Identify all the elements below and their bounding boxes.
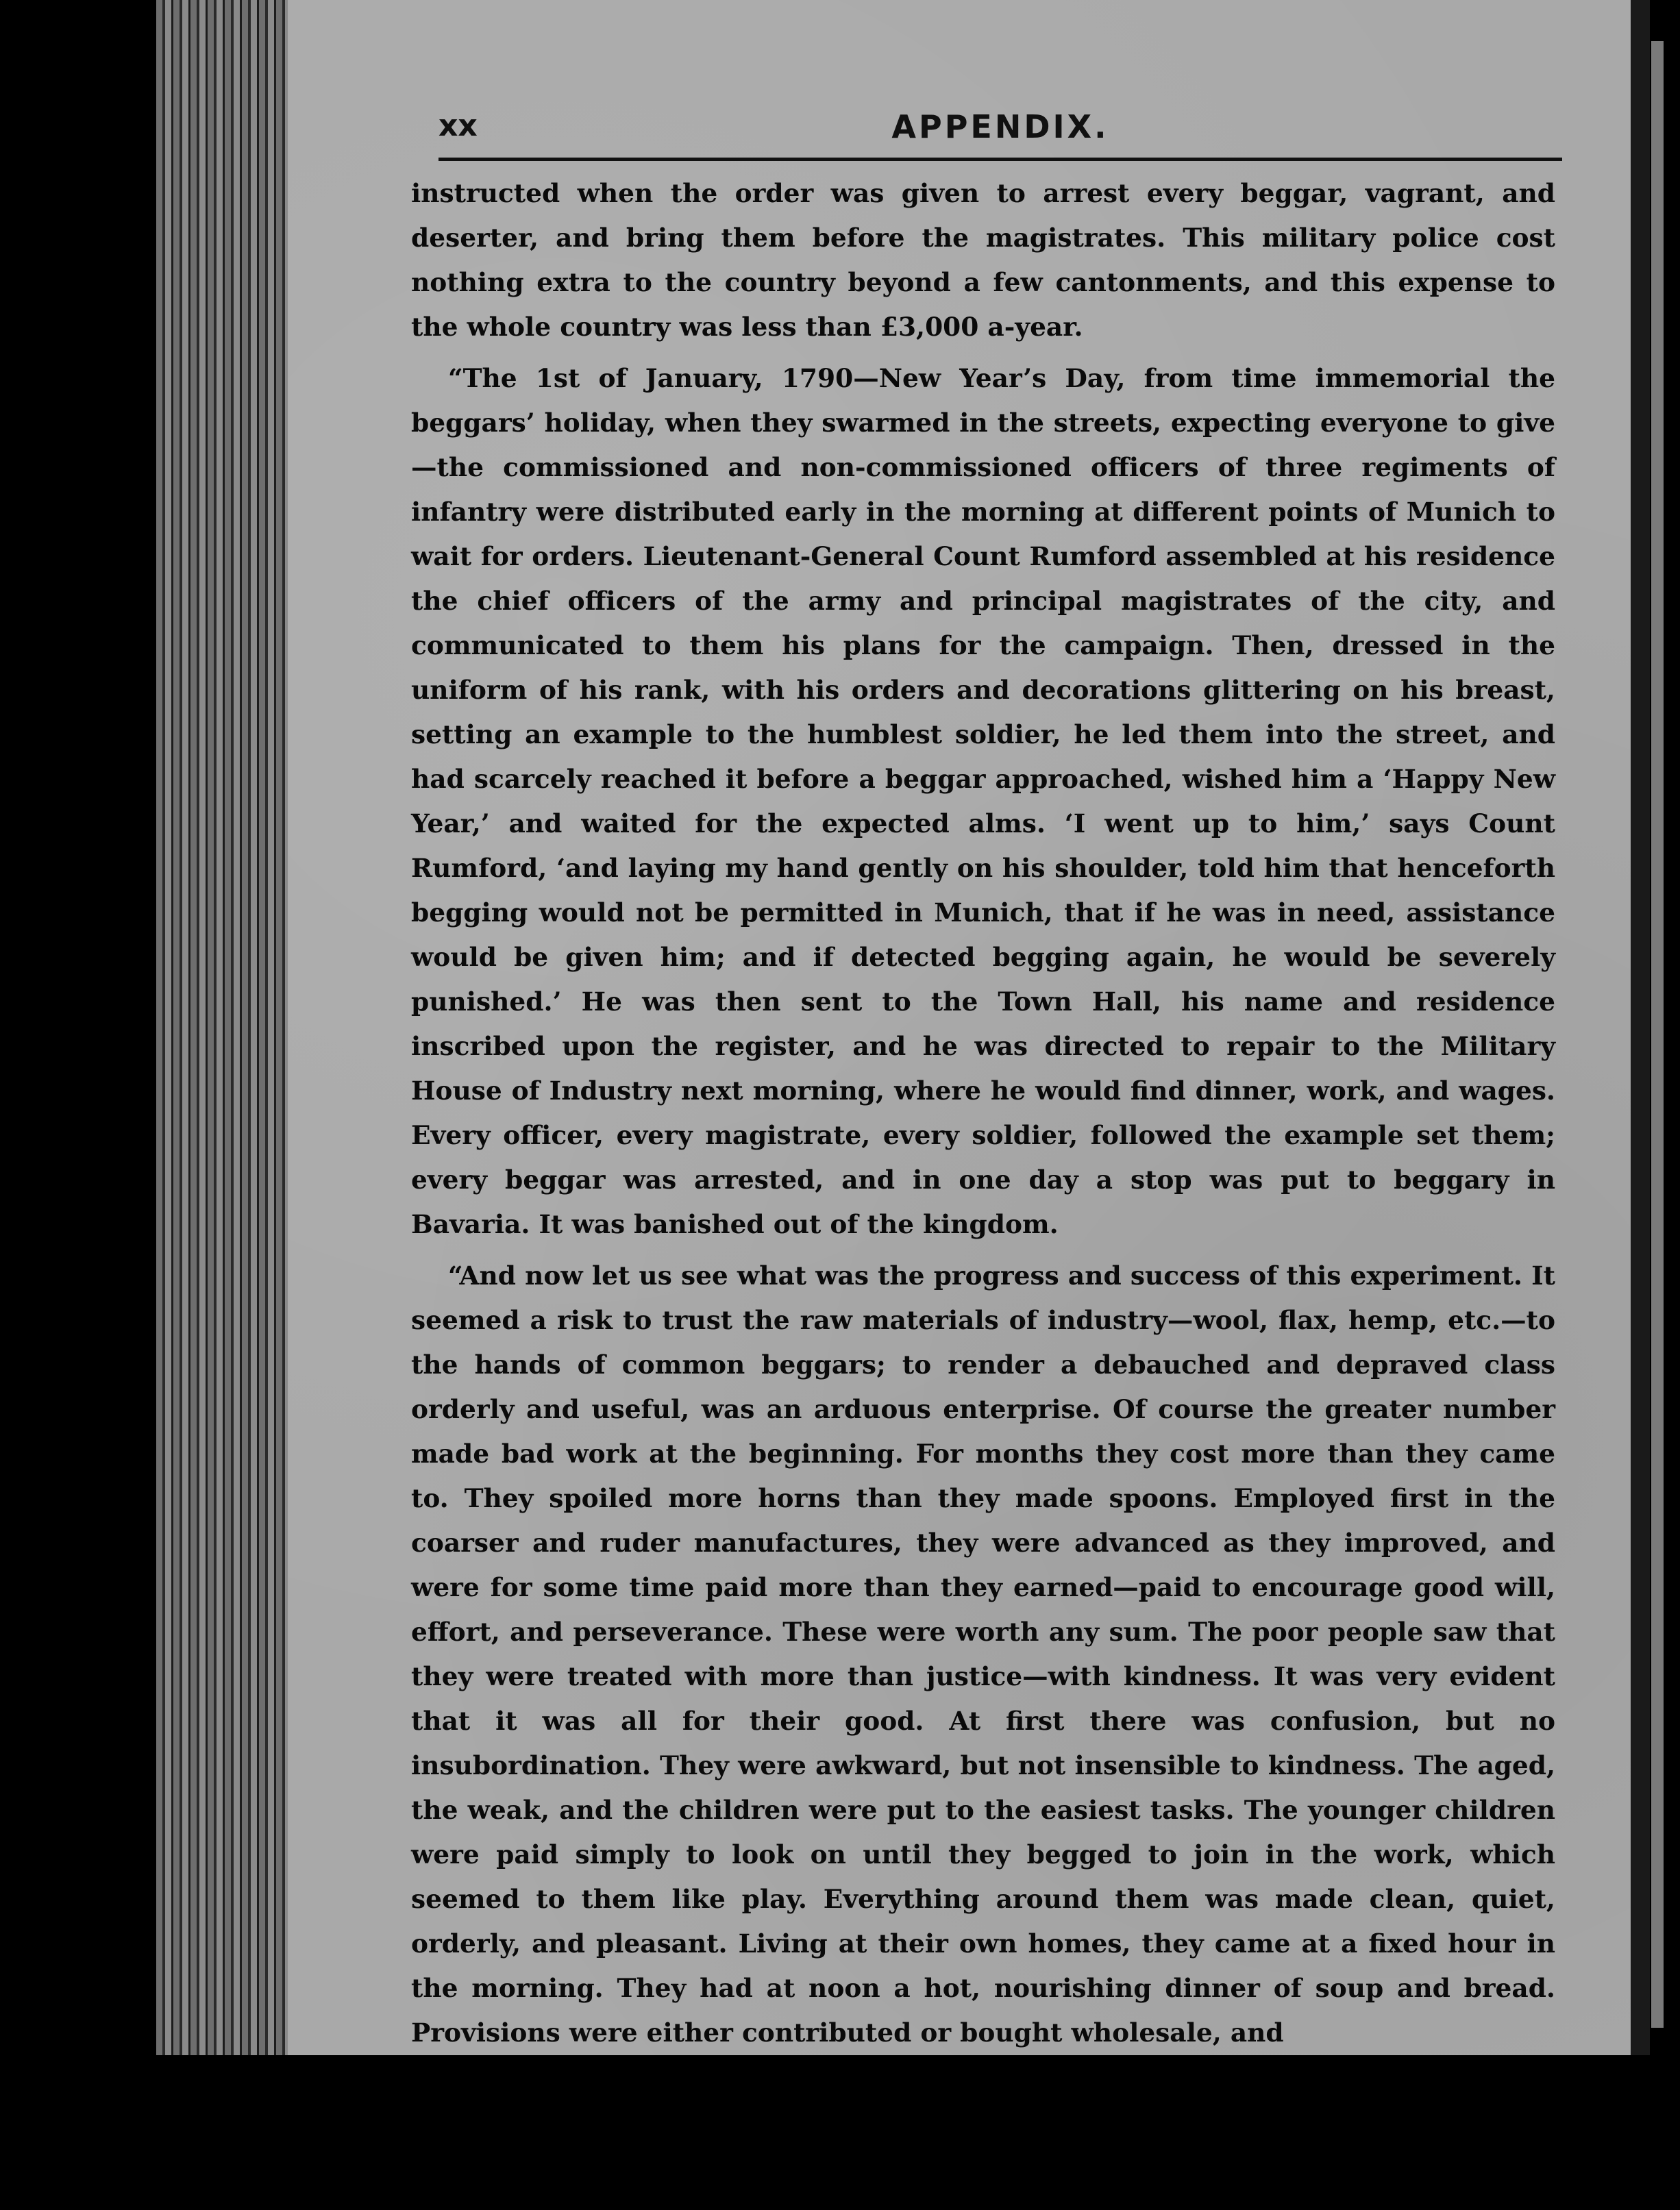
- page-right-gutter: [1631, 0, 1650, 2055]
- header-rule: [438, 158, 1562, 161]
- paragraph-continued: instructed when the order was given to arrest every beggar, vagrant, and deserter, and bring them before the magistrates. This military police cost nothing extra to the country beyond a few cantonments, and this expense to the whole country was less than £3,000 a-year.: [411, 178, 1555, 342]
- running-head: APPENDIX.: [891, 108, 1109, 145]
- page-number: xx: [438, 108, 478, 143]
- facing-page-edge: [1651, 41, 1664, 2028]
- paragraph-experiment-progress: “And now let us see what was the progress and success of this experiment. It seemed a risk to trust the raw materials of industry—wool, flax, hemp, etc.—to the hands of common beggars; to render a debauched and depraved class orderly and useful, was an arduous enterprise. Of course the greater number made bad work at the beginning. For months they cost more than they came to. They spoiled more horns than they made spoons. Employed first in the coarser and ruder manufactures, they were advanced as they improved, and were for some time paid more than they earned—paid to encourage good will, effort, and perseverance. These were worth any sum. The poor people saw that they were treated with more than justice—with kindness. It was very evident that it was all for their good. At first there was confusion, but no insubordination. They were awkward, but not insensible to kindness. The aged, the weak, and the children were put to the easiest tasks. The younger children were paid simply to look on until they begged to join in the work, which seemed to them like play. Everything around them was made clean, quiet, orderly, and pleasant. Living at their own homes, they came at a fixed hour in the morning. They had at noon a hot, nourishing dinner of soup and bread. Provisions were either contributed or bought wholesale, and: [411, 1261, 1555, 2048]
- paragraph-new-years-day: “The 1st of January, 1790—New Year’s Day, from time immemorial the beggars’ holiday, when they swarmed in the streets, expecting everyone to give—the commissioned and non-commissioned officers of three regiments of infantry were distributed early in the morning at different points of Munich to wait for orders. Lieutenant-General Count Rumford assembled at his residence the chief officers of the army and principal magistrates of the city, and communicated to them his plans for the campaign. Then, dressed in the uniform of his rank, with his orders and decorations glittering on his breast, setting an example to the humblest soldier, he led them into the street, and had scarcely reached it before a beggar approached, wished him a ‘Happy New Year,’ and waited for the expected alms. ‘I went up to him,’ says Count Rumford, ‘and laying my hand gently on his shoulder, told him that henceforth begging would not be permitted in Munich, that if he was in need, assistance would be given him; and if detected begging again, he would be severely punished.’ He was then sent to the Town Hall, his name and residence inscribed upon the register, and he was directed to repair to the Military House of Industry next morning, where he would find dinner, work, and wages. Every officer, every magistrate, every soldier, followed the example set them; every beggar was arrested, and in one day a stop was put to beggary in Bavaria. It was banished out of the kingdom.: [411, 363, 1555, 1239]
- body-text: [411, 171, 1555, 2055]
- page-edges-stack: [156, 0, 307, 2055]
- page-header: [438, 103, 1562, 171]
